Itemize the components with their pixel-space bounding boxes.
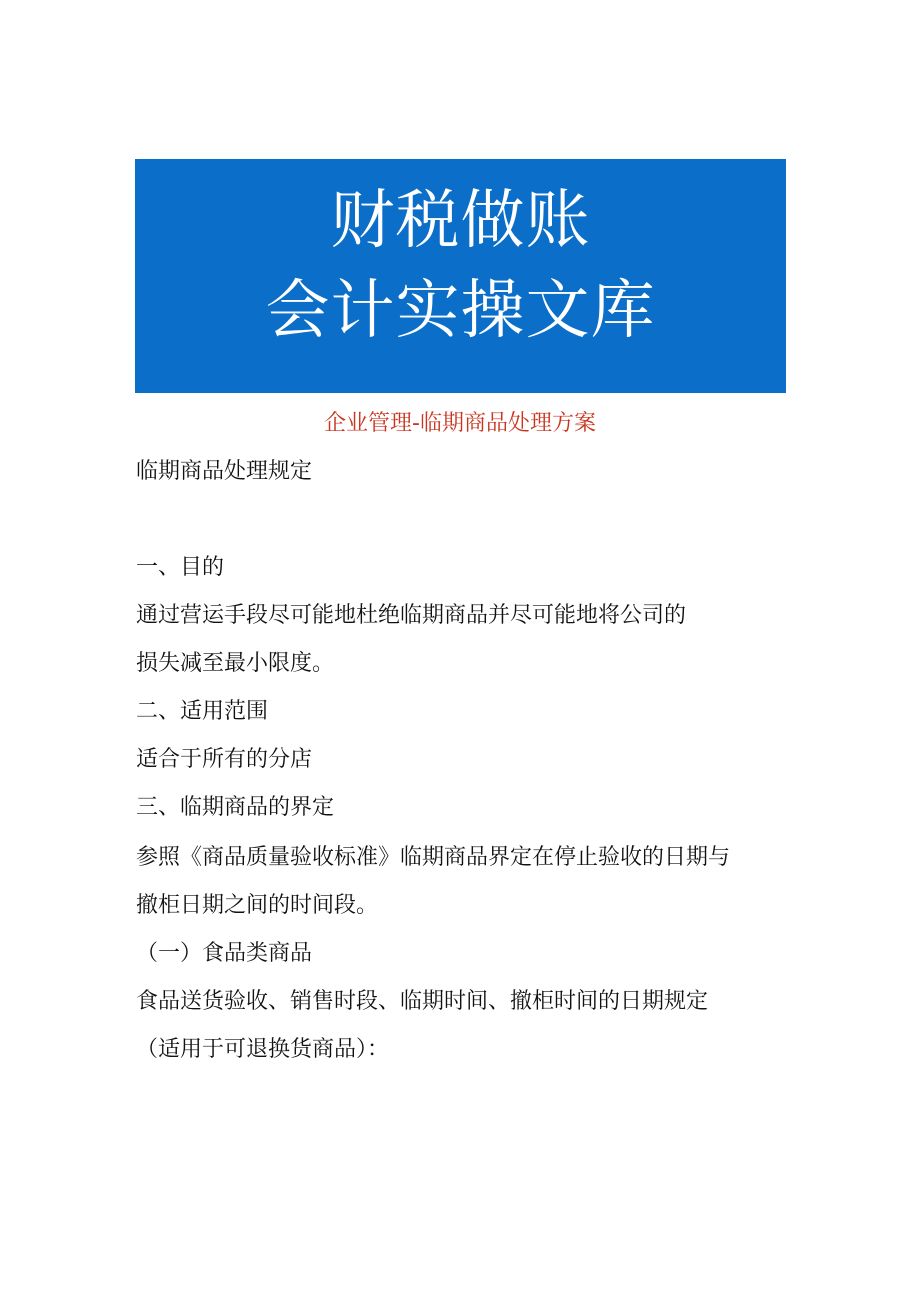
document-subtitle: 企业管理-临期商品处理方案 xyxy=(324,411,596,436)
paragraph-line: 食品送货验收、销售时段、临期时间、撤柜时间的日期规定 xyxy=(136,989,709,1014)
banner-title-line-2: 会计实操文库 xyxy=(265,274,656,348)
section-heading-definition: 三、临期商品的界定 xyxy=(136,795,335,820)
paragraph-line: 撤柜日期之间的时间段。 xyxy=(136,893,379,918)
section-heading-purpose: 一、目的 xyxy=(136,555,225,580)
banner-title-line-1: 财税做账 xyxy=(330,184,591,258)
paragraph-line: （适用于可退换货商品）： xyxy=(136,1037,390,1062)
subsection-heading-food: （一）食品类商品 xyxy=(136,941,313,966)
paragraph-line: 适合于所有的分店 xyxy=(136,747,313,772)
paragraph-line: 通过营运手段尽可能地杜绝临期商品并尽可能地将公司的 xyxy=(136,603,687,628)
header-banner xyxy=(135,159,786,393)
document-title: 临期商品处理规定 xyxy=(136,459,313,484)
paragraph-line: 损失减至最小限度。 xyxy=(136,651,335,676)
section-heading-scope: 二、适用范围 xyxy=(136,699,269,724)
paragraph-line: 参照《商品质量验收标准》临期商品界定在停止验收的日期与 xyxy=(136,845,731,870)
